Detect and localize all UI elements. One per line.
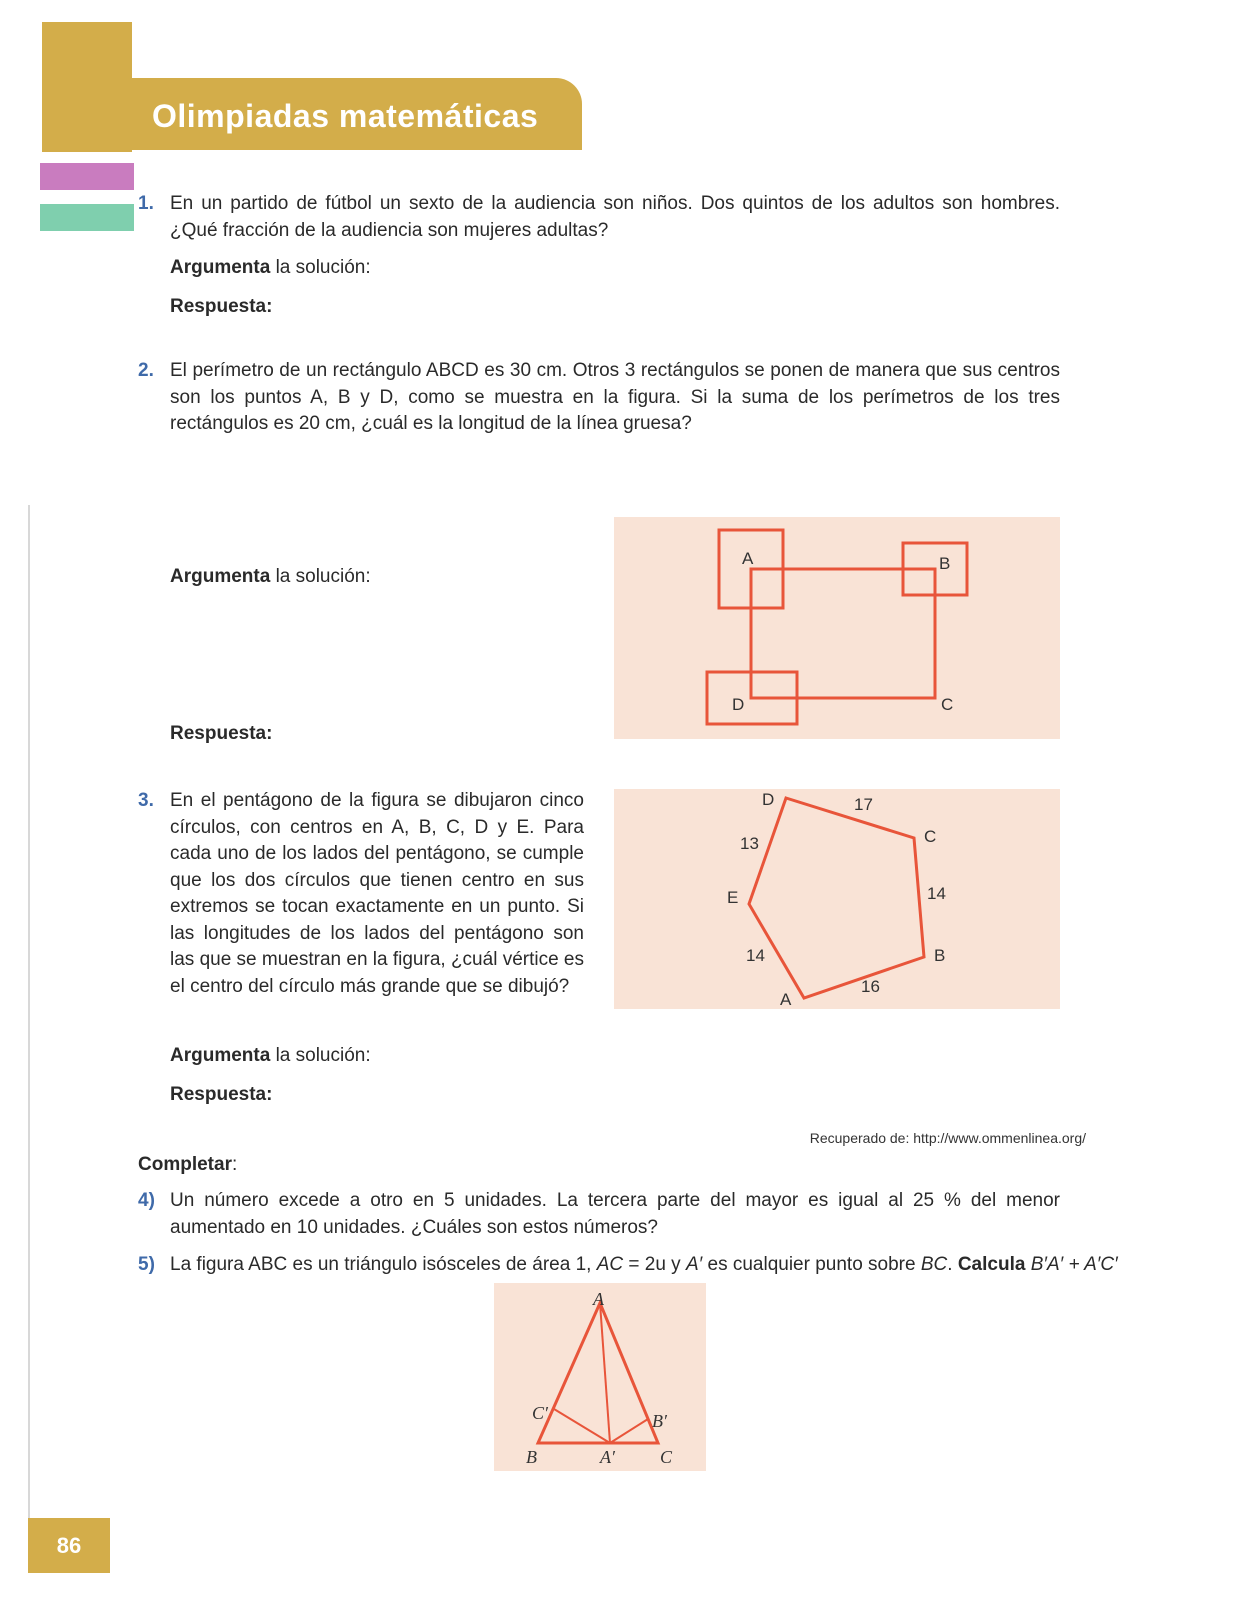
q5-text-part: La figura ABC es un triángulo isósceles de área 1, <box>170 1254 597 1275</box>
q1-number: 1. <box>138 193 154 214</box>
argumenta-bold: Argumenta <box>170 566 271 587</box>
vertex-b-label: B <box>526 1447 537 1467</box>
argumenta-rest: la solución: <box>270 1045 371 1066</box>
vertex-a-label: A <box>780 990 792 1009</box>
q5-calcula: Calcula <box>957 1254 1026 1275</box>
q3-argumenta <box>170 1045 371 1067</box>
vertex-c-label: C <box>660 1447 673 1467</box>
vertex-b-label: B <box>934 946 946 965</box>
q1-respuesta <box>170 296 272 318</box>
argumenta-bold: Argumenta <box>170 1045 271 1066</box>
completar-colon: : <box>231 1154 238 1175</box>
q5-text-part: . <box>947 1254 958 1275</box>
label-b: B <box>939 554 951 573</box>
q5-ac: AC <box>596 1254 624 1275</box>
side-dc-length: 17 <box>854 795 873 814</box>
source-citation: Recuperado de: http://www.ommenlinea.org/ <box>809 1130 1086 1146</box>
q1-argumenta <box>170 257 371 279</box>
q1-text: En un partido de fútbol un sexto de la audiencia son niños. Dos quintos de los adultos son hombres. ¿Qué fracción de la audiencia son mujeres adultas? <box>170 193 1060 241</box>
side-cb-length: 14 <box>927 884 946 903</box>
q3-pentagon-figure <box>614 789 1060 1009</box>
side-ba-length: 16 <box>861 977 880 996</box>
q5-bc: BC <box>920 1254 948 1275</box>
q5-number: 5) <box>138 1254 155 1275</box>
pink-strip-decoration <box>40 163 134 190</box>
q3-number: 3. <box>138 790 154 811</box>
vertex-c-label: C <box>924 827 937 846</box>
q2-text: El perímetro de un rectángulo ABCD es 30 cm. Otros 3 rectángulos se ponen de manera que sus centros son los puntos A, B y D, como se muestra en la figura. Si la suma de los perímetros de los tres rectángulos es 20 cm, ¿cuál es la longitud de la línea gruesa? <box>170 360 1060 434</box>
respuesta-label: Respuesta: <box>170 1084 273 1105</box>
q5-triangle-figure <box>494 1283 706 1471</box>
q5-text-part: es cualquier punto sobre <box>702 1254 921 1275</box>
q5-aprime: A′ <box>685 1254 703 1275</box>
q2-rectangles-figure <box>614 517 1060 739</box>
point-a1-label: A′ <box>600 1447 615 1467</box>
argumenta-rest: la solución: <box>270 257 371 278</box>
side-ed-length: 13 <box>740 834 759 853</box>
point-b1-label: B′ <box>652 1411 667 1431</box>
completar-title: Completar <box>138 1154 232 1175</box>
q2-number: 2. <box>138 360 154 381</box>
vertex-a-label: A <box>593 1289 604 1309</box>
q3-text: En el pentágono de la figura se dibujaron cinco círculos, con centros en A, B, C, D y E. Para cada uno de los lados del pentágono, se cumple que los dos círculos que tienen centro en sus extremos se tocan exactamente en un punto. Si las longitudes de los lados del pentágono son las que se muestran en la figura, ¿cuál vértice es el centro del círculo más grande que se dibujó? <box>170 790 584 997</box>
page-number: 86 <box>28 1518 110 1573</box>
page-title: Olimpiadas matemáticas <box>152 98 539 134</box>
respuesta-label: Respuesta: <box>170 296 273 317</box>
figure-background <box>614 517 1060 739</box>
q2-respuesta <box>170 723 272 745</box>
argumenta-bold: Argumenta <box>170 257 271 278</box>
label-a: A <box>742 549 754 568</box>
side-ae-length: 14 <box>746 946 765 965</box>
label-d: D <box>732 695 745 714</box>
argumenta-rest: la solución: <box>270 566 371 587</box>
vertex-d-label: D <box>762 790 775 809</box>
q4-number: 4) <box>138 1190 155 1211</box>
q5-text-part: = 2u y <box>623 1254 686 1275</box>
respuesta-label: Respuesta: <box>170 723 273 744</box>
q2-argumenta <box>170 566 371 588</box>
completar-heading <box>138 1154 237 1176</box>
q3-respuesta <box>170 1084 272 1106</box>
q5-text <box>170 1252 1118 1279</box>
q5-expression: B′A′ + A′C′ <box>1030 1254 1118 1275</box>
left-margin-rule <box>28 505 30 1565</box>
label-c: C <box>941 695 954 714</box>
vertex-e-label: E <box>727 888 739 907</box>
q4-text: Un número excede a otro en 5 unidades. La tercera parte del mayor es igual al 25 % del menor aumentado en 10 unidades. ¿Cuáles son estos números? <box>170 1190 1060 1238</box>
point-c1-label: C′ <box>532 1403 548 1423</box>
figure-background <box>614 789 1060 1009</box>
teal-strip-decoration <box>40 204 134 231</box>
